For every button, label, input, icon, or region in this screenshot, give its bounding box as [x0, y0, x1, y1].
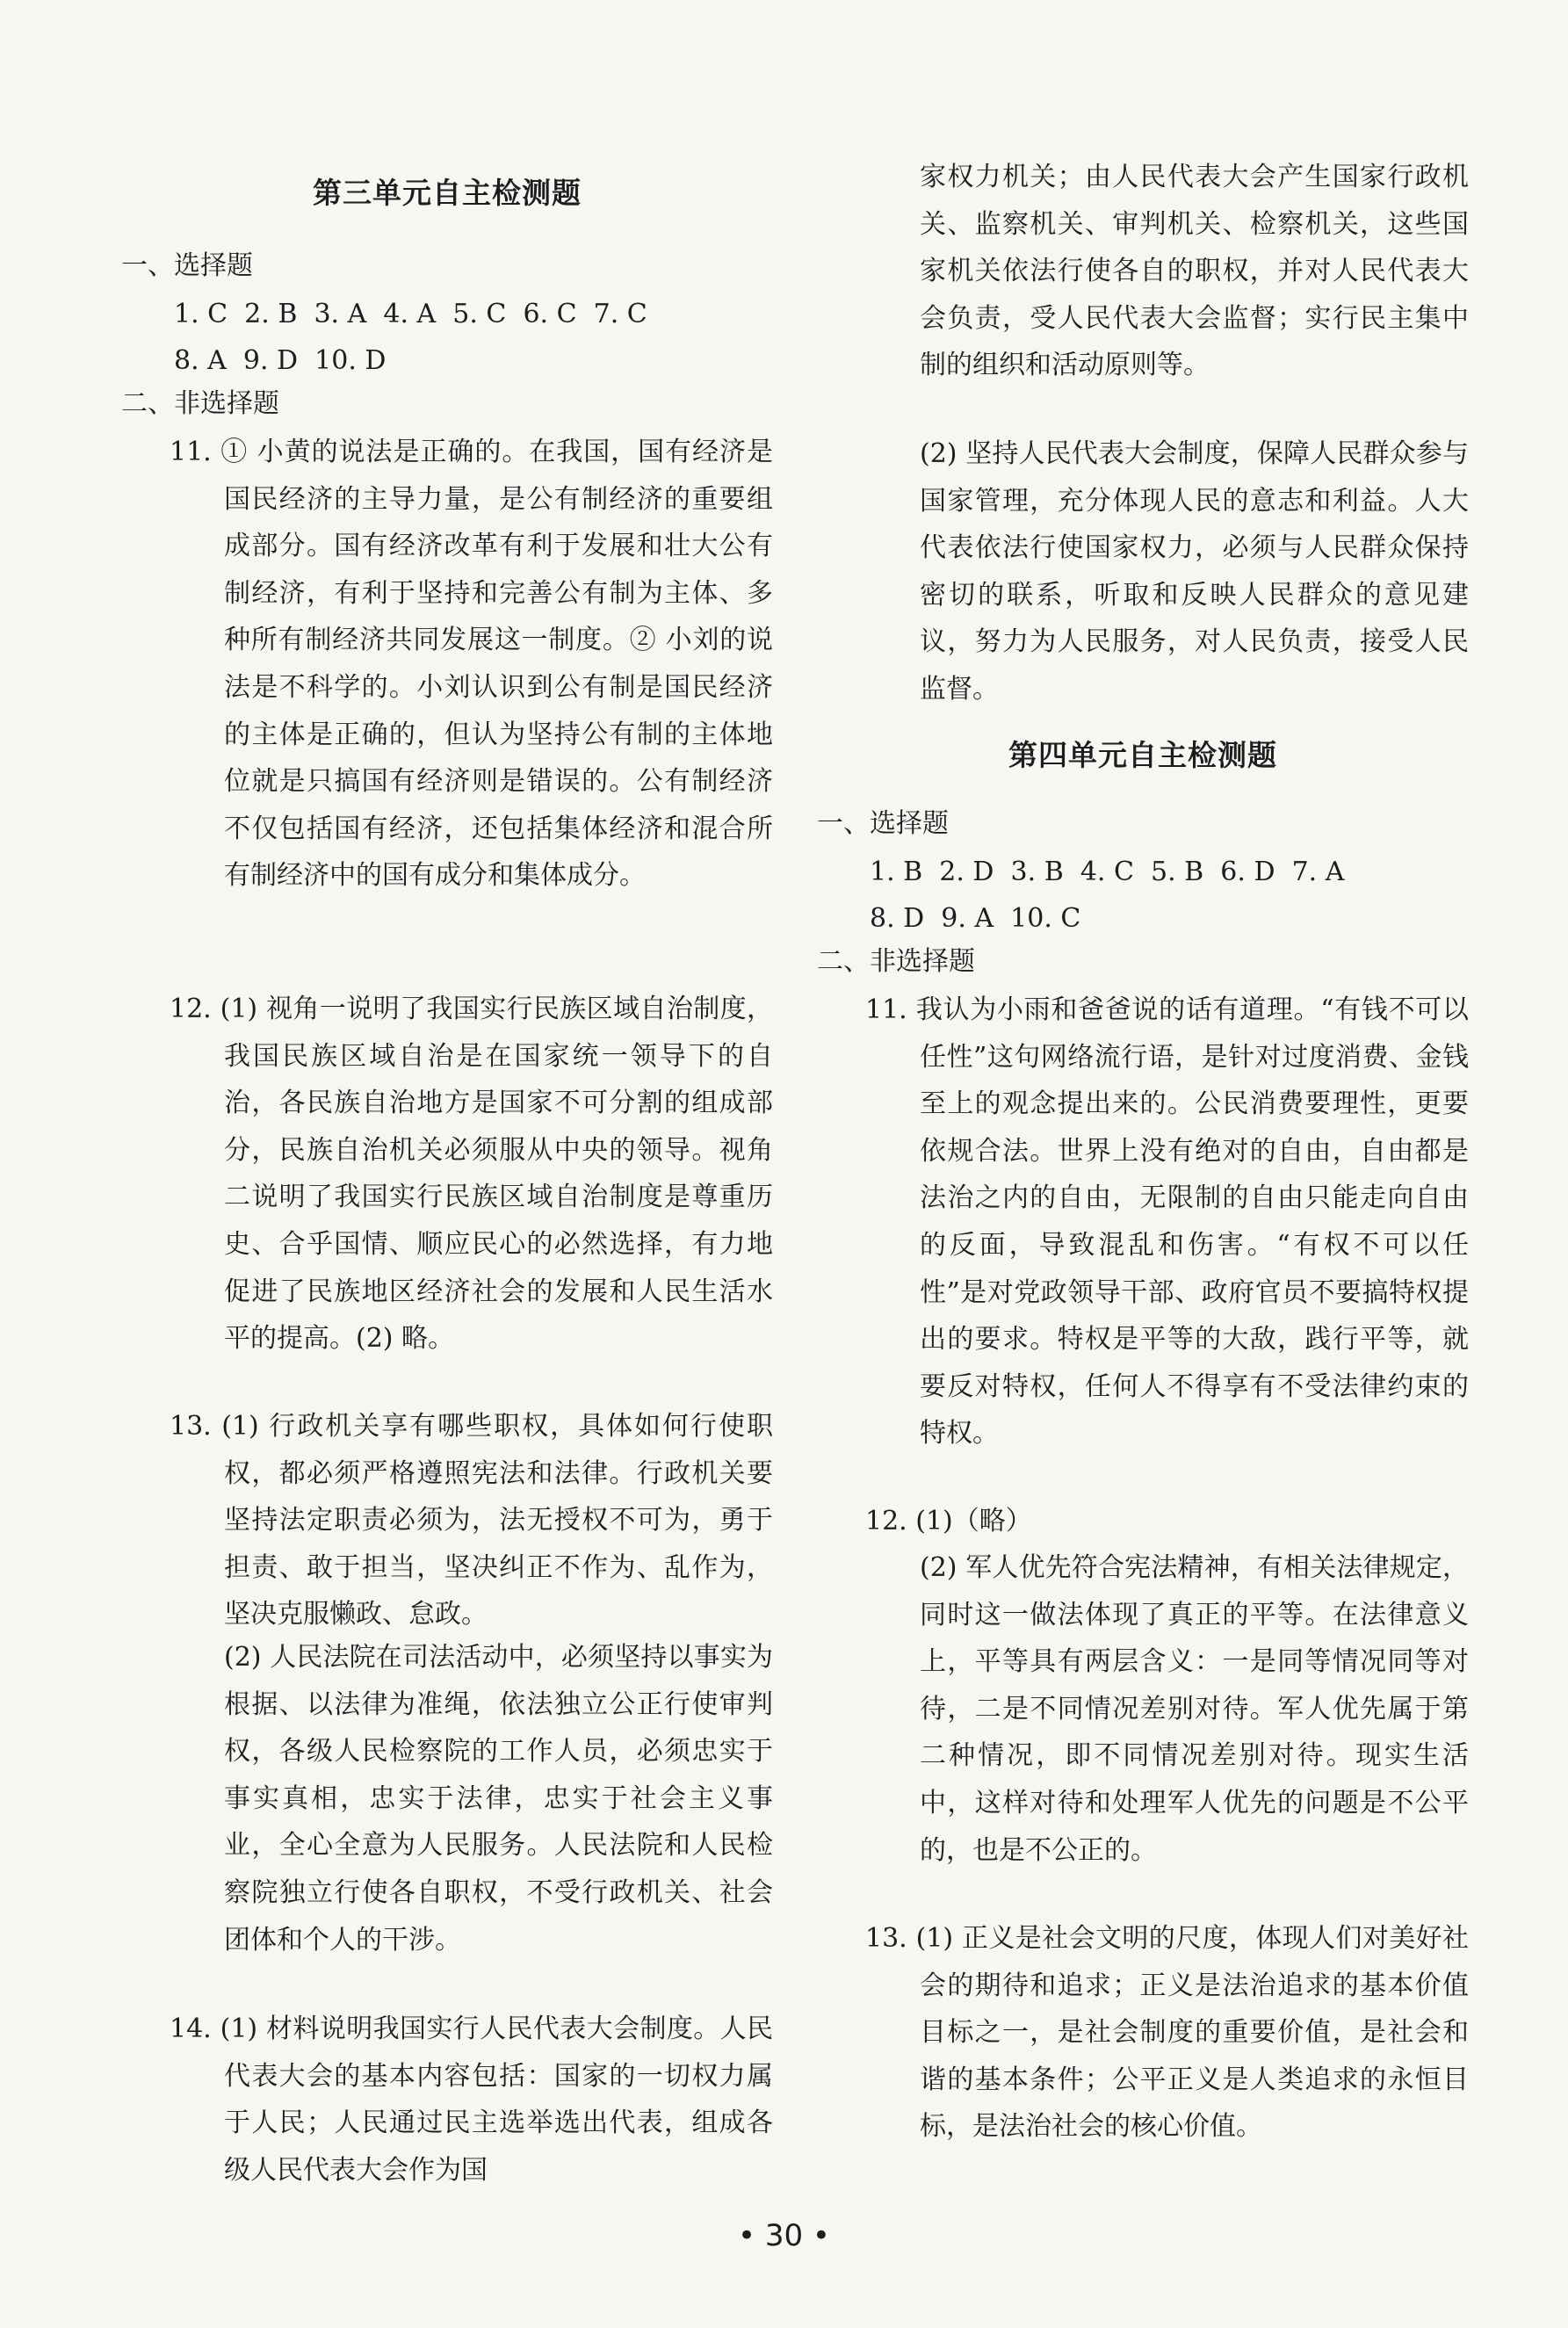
unit4-q11-answer: 11. 我认为小雨和爸爸说的话有道理。“有钱不可以任性”这句网络流行语，是针对过度消费、金钱至上的观念提出来的。公民消费要理性，更要依规合法。世界上没有绝对的自由，自由都是法治之内的自由，无限制的自由只能走向自由的反面，导致混乱和伤害。“有权不可以任性”是对党政领导干部、政府官员不要搞特权提出的要求。特权是平等的大敌，践行平等，就要反对特权，任何人不得享有不受法律约束的特权。 — [865, 994, 1469, 1450]
unit4-section-choice: 一、选择题 — [817, 808, 949, 839]
unit4-mc-answers-line2: 8. D 9. A 10. C — [870, 903, 1081, 934]
unit4-q12-part1: 12. (1)（略） — [865, 1506, 1032, 1536]
unit4-mc-answers-line1: 1. B 2. D 3. B 4. C 5. B 6. D 7. A — [870, 857, 1345, 887]
unit3-q14-continued: 家权力机关；由人民代表大会产生国家行政机关、监察机关、审判机关、检察机关，这些国家机关依法行使各自的职权，并对人民代表大会负责，受人民代表大会监督；实行民主集中制的组织和活动原则等。 — [920, 162, 1469, 381]
unit3-section-choice: 一、选择题 — [121, 250, 253, 281]
page-number: • 30 • — [738, 2218, 830, 2253]
unit3-mc-answers-line2: 8. A 9. D 10. D — [174, 345, 387, 376]
unit4-q12-part2: (2) 军人优先符合宪法精神，有相关法律规定，同时这一做法体现了真正的平等。在法律意义上，平等具有两层含义：一是同等情况同等对待，二是不同情况差别对待。军人优先属于第二种情况，即不同情况差别对待。现实生活中，这样对待和处理军人优先的问题是不公平的，也是不公正的。 — [920, 1552, 1469, 1866]
unit4-q13-answer: 13. (1) 正义是社会文明的尺度，体现人们对美好社会的期待和追求；正义是法治追求的基本价值目标之一，是社会制度的重要价值，是社会和谐的基本条件；公平正义是人类追求的永恒目标，是法治社会的核心价值。 — [865, 1923, 1469, 2143]
unit3-q14-answer: 14. (1) 材料说明我国实行人民代表大会制度。人民代表大会的基本内容包括：国家的一切权力属于人民；人民通过民主选举选出代表，组成各级人民代表大会作为国 — [170, 2014, 773, 2186]
unit3-title: 第三单元自主检测题 — [313, 176, 582, 210]
unit3-q13-part2: (2) 人民法院在司法活动中，必须坚持以事实为根据、以法律为准绳，依法独立公正行使审判权，各级人民检察院的工作人员，必须忠实于事实真相，忠实于法律，忠实于社会主义事业，全心全意为人民服务。人民法院和人民检察院独立行使各自职权，不受行政机关、社会团体和个人的干涉。 — [224, 1642, 773, 1956]
unit3-q11-answer: 11. ① 小黄的说法是正确的。在我国，国有经济是国民经济的主导力量，是公有制经济的重要组成部分。国有经济改革有利于发展和壮大公有制经济，有利于坚持和完善公有制为主体、多种所有制经济共同发展这一制度。② 小刘的说法是不科学的。小刘认识到公有制是国民经济的主体是正确的，但认为坚持公有制的主体地位就是只搞国有经济则是错误的。公有制经济不仅包括国有经济，还包括集体经济和混合所有制经济中的国有成分和集体成分。 — [170, 437, 773, 892]
unit3-q14-part2: (2) 坚持人民代表大会制度，保障人民群众参与国家管理，充分体现人民的意志和利益。人大代表依法行使国家权力，必须与人民群众保持密切的联系，听取和反映人民群众的意见建议，努力为人民服务，对人民负责，接受人民监督。 — [920, 438, 1469, 705]
unit3-section-nonchoice: 二、非选择题 — [121, 388, 279, 419]
unit3-q13-part1: 13. (1) 行政机关享有哪些职权，具体如何行使职权，都必须严格遵照宪法和法律。行政机关要坚持法定职责必须为，法无授权不可为，勇于担责、敢于担当，坚决纠正不作为、乱作为，坚决克服懒政、怠政。 — [170, 1411, 773, 1630]
unit4-title: 第四单元自主检测题 — [1008, 738, 1277, 772]
unit4-section-nonchoice: 二、非选择题 — [817, 946, 975, 977]
unit3-mc-answers-line1: 1. C 2. B 3. A 4. A 5. C 6. C 7. C — [174, 299, 647, 329]
unit3-q12-answer: 12. (1) 视角一说明了我国实行民族区域自治制度，我国民族区域自治是在国家统一领导下的自治，各民族自治地方是国家不可分割的组成部分，民族自治机关必须服从中央的领导。视角二说明了我国实行民族区域自治制度是尊重历史、合乎国情、顺应民心的必然选择，有力地促进了民族地区经济社会的发展和人民生活水平的提高。(2) 略。 — [170, 994, 773, 1355]
